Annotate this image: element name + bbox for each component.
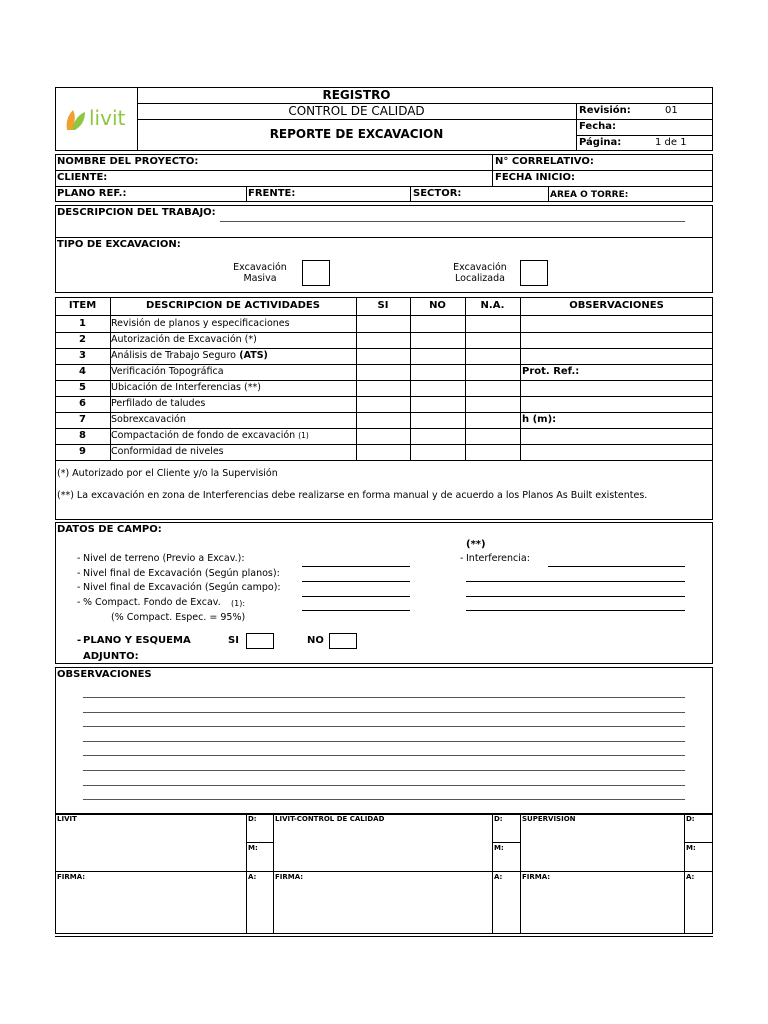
firma-livit-label: LIVIT (57, 815, 77, 823)
row-check-si[interactable] (356, 412, 410, 428)
row-check-si[interactable] (356, 348, 410, 364)
interferencia-line-1[interactable] (548, 566, 685, 567)
row-check-no[interactable] (410, 396, 465, 412)
localizada-label-2: Localizada (455, 273, 505, 284)
row-check-na[interactable] (465, 332, 520, 348)
campo-dash-interf: - (460, 553, 464, 564)
row-activity-description (111, 398, 205, 410)
row-activity-description (111, 334, 257, 346)
col-header-obs: OBSERVACIONES (569, 300, 664, 311)
plano-no-label: NO (307, 635, 324, 646)
row-item-number: 3 (79, 350, 86, 361)
plano-adjunto-label: ADJUNTO: (83, 651, 139, 662)
row-activity-text: Revisión de planos y especificaciones (111, 318, 290, 329)
row-item-number: 7 (79, 414, 86, 425)
compact-fondo-sup: (1): (231, 599, 246, 608)
sector-label: SECTOR: (413, 188, 462, 199)
firma-sup-m: M: (686, 844, 696, 852)
nivel-terreno-line[interactable] (302, 566, 410, 567)
compact-fondo-label: % Compact. Fondo de Excav. (83, 597, 221, 608)
firma-cc-d: D: (494, 815, 503, 823)
compact-spec-label: (% Compact. Espec. = 95%) (111, 612, 246, 623)
fecha-label: Fecha: (579, 121, 617, 132)
observacion-line[interactable] (83, 755, 685, 756)
row-activity-text: Autorización de Excavación (*) (111, 334, 257, 345)
campo-dash-1: - (77, 553, 81, 564)
nivel-final-planos-line[interactable] (302, 581, 410, 582)
plano-esquema-label: PLANO Y ESQUEMA (83, 635, 191, 646)
row-check-si[interactable] (356, 332, 410, 348)
row-observacion[interactable]: Prot. Ref.: (522, 366, 580, 377)
livit-leaf-icon (63, 106, 87, 132)
row-activity-description (111, 318, 290, 330)
row-activity-text: Sobrexcavación (111, 414, 186, 425)
pagina-label: Página: (579, 137, 622, 148)
row-check-si[interactable] (356, 396, 410, 412)
observacion-line[interactable] (83, 785, 685, 786)
plano-no-checkbox[interactable] (329, 633, 357, 649)
firma-cc-m: M: (494, 844, 504, 852)
row-item-number: 6 (79, 398, 86, 409)
firma-livit-m: M: (248, 844, 258, 852)
plano-ref-label: PLANO REF.: (57, 188, 127, 199)
nivel-final-planos-label: Nivel final de Excavación (Según planos): (83, 568, 280, 579)
nivel-final-campo-line[interactable] (302, 596, 410, 597)
row-check-na[interactable] (465, 316, 520, 332)
observacion-line[interactable] (83, 741, 685, 742)
firma-sup-d: D: (686, 815, 695, 823)
observacion-line[interactable] (83, 726, 685, 727)
localizada-checkbox[interactable] (520, 260, 548, 286)
row-check-no[interactable] (410, 332, 465, 348)
correlativo-label: N° CORRELATIVO: (495, 156, 594, 167)
row-activity-text: Perfilado de taludes (111, 398, 206, 409)
col-header-desc: DESCRIPCION DE ACTIVIDADES (146, 300, 320, 311)
plano-si-checkbox[interactable] (246, 633, 274, 649)
nivel-final-campo-label: Nivel final de Excavación (Según campo): (83, 582, 281, 593)
row-check-na[interactable] (465, 348, 520, 364)
interferencia-line-2[interactable] (466, 581, 685, 582)
tipo-excavacion-label: TIPO DE EXCAVACION: (57, 239, 181, 250)
row-activity-description (111, 446, 224, 458)
row-check-no[interactable] (410, 380, 465, 396)
col-header-na: N.A. (480, 300, 505, 311)
col-header-item: ITEM (68, 300, 97, 311)
col-header-no: NO (429, 300, 446, 311)
control-calidad-title: CONTROL DE CALIDAD (288, 104, 425, 118)
row-check-si[interactable] (356, 380, 410, 396)
firma-livit-d: D: (248, 815, 257, 823)
firma-cc-a: A: (494, 873, 503, 881)
compact-fondo-line[interactable] (302, 610, 410, 611)
firmas-box (55, 814, 713, 934)
revision-label: Revisión: (579, 105, 631, 116)
firma-sup-firma: FIRMA: (522, 873, 551, 881)
masiva-label-2: Masiva (243, 273, 277, 284)
row-activity-description (111, 382, 261, 394)
nivel-terreno-label: Nivel de terreno (Previo a Excav.): (83, 553, 245, 564)
row-item-number: 2 (79, 334, 86, 345)
fecha-inicio-label: FECHA INICIO: (495, 172, 575, 183)
row-check-no[interactable] (410, 428, 465, 444)
row-check-na[interactable] (465, 412, 520, 428)
registro-title: REGISTRO (322, 88, 391, 102)
nombre-proyecto-label: NOMBRE DEL PROYECTO: (57, 156, 199, 167)
frente-label: FRENTE: (248, 188, 296, 199)
row-check-si[interactable] (356, 316, 410, 332)
row-observacion[interactable]: h (m): (522, 414, 557, 425)
firma-livit-firma: FIRMA: (57, 873, 86, 881)
row-activity-description (111, 350, 268, 362)
livit-logo (63, 104, 133, 134)
plano-dash: - (77, 635, 82, 646)
row-check-no[interactable] (410, 348, 465, 364)
observacion-line[interactable] (83, 799, 685, 800)
firma-livit-a: A: (248, 873, 257, 881)
row-activity-text: Ubicación de Interferencias (**) (111, 382, 261, 393)
row-item-number: 1 (79, 318, 86, 329)
row-activity-text: Conformidad de niveles (111, 446, 224, 457)
note-autorizado: (*) Autorizado por el Cliente y/o la Supervisión (57, 468, 278, 479)
campo-dash-4: - (77, 597, 81, 608)
observaciones-title: OBSERVACIONES (57, 669, 152, 680)
row-item-number: 5 (79, 382, 86, 393)
observacion-line[interactable] (83, 770, 685, 771)
observacion-line[interactable] (83, 697, 685, 698)
interferencia-marker: (**) (466, 539, 486, 550)
datos-campo-title: DATOS DE CAMPO: (57, 524, 162, 535)
masiva-checkbox[interactable] (302, 260, 330, 286)
firma-cc-label: LIVIT-CONTROL DE CALIDAD (275, 815, 385, 823)
observacion-line[interactable] (83, 712, 685, 713)
descripcion-trabajo-label: DESCRIPCION DEL TRABAJO: (57, 207, 216, 218)
interferencia-line-4[interactable] (466, 610, 685, 611)
row-item-number: 8 (79, 430, 86, 441)
row-check-si[interactable] (356, 428, 410, 444)
row-activity-description (111, 366, 224, 378)
col-header-si: SI (377, 300, 389, 311)
campo-dash-3: - (77, 582, 81, 593)
row-check-no[interactable] (410, 316, 465, 332)
row-item-number: 9 (79, 446, 86, 457)
localizada-label-1: Excavación (453, 262, 507, 273)
row-check-na[interactable] (465, 444, 520, 460)
cliente-label: CLIENTE: (57, 172, 108, 183)
area-torre-label: AREA O TORRE: (550, 190, 629, 200)
firma-sup-a: A: (686, 873, 695, 881)
masiva-label-1: Excavación (233, 262, 287, 273)
row-check-na[interactable] (465, 380, 520, 396)
firma-sup-label: SUPERVISION (522, 815, 576, 823)
plano-si-label: SI (228, 635, 239, 646)
row-activity-text: Verificación Topográfica (111, 366, 224, 377)
campo-dash-2: - (77, 568, 81, 579)
row-check-na[interactable] (465, 364, 520, 380)
row-activity-bold: (ATS) (235, 350, 268, 361)
row-check-no[interactable] (410, 444, 465, 460)
firma-cc-firma: FIRMA: (275, 873, 304, 881)
revision-value: 01 (665, 105, 678, 116)
report-title: REPORTE DE EXCAVACION (269, 127, 444, 141)
interferencia-line-3[interactable] (466, 596, 685, 597)
row-activity-text: Compactación de fondo de excavación (111, 430, 296, 441)
pagina-value: 1 de 1 (655, 137, 687, 148)
row-check-no[interactable] (410, 364, 465, 380)
row-activity-description (111, 414, 186, 426)
row-activity-note: (1) (298, 431, 309, 440)
logo-text: livit (89, 106, 126, 130)
row-activity-description (111, 430, 309, 442)
row-check-na[interactable] (465, 396, 520, 412)
row-check-si[interactable] (356, 364, 410, 380)
interferencia-label: Interferencia: (466, 553, 530, 564)
row-item-number: 4 (79, 366, 86, 377)
row-check-na[interactable] (465, 428, 520, 444)
row-check-no[interactable] (410, 412, 465, 428)
note-interferencias: (**) La excavación en zona de Interferencias debe realizarse en forma manual y de acuerdo a los Planos As Built existentes. (57, 490, 648, 501)
row-check-si[interactable] (356, 444, 410, 460)
row-activity-text: Análisis de Trabajo Seguro (111, 350, 236, 361)
